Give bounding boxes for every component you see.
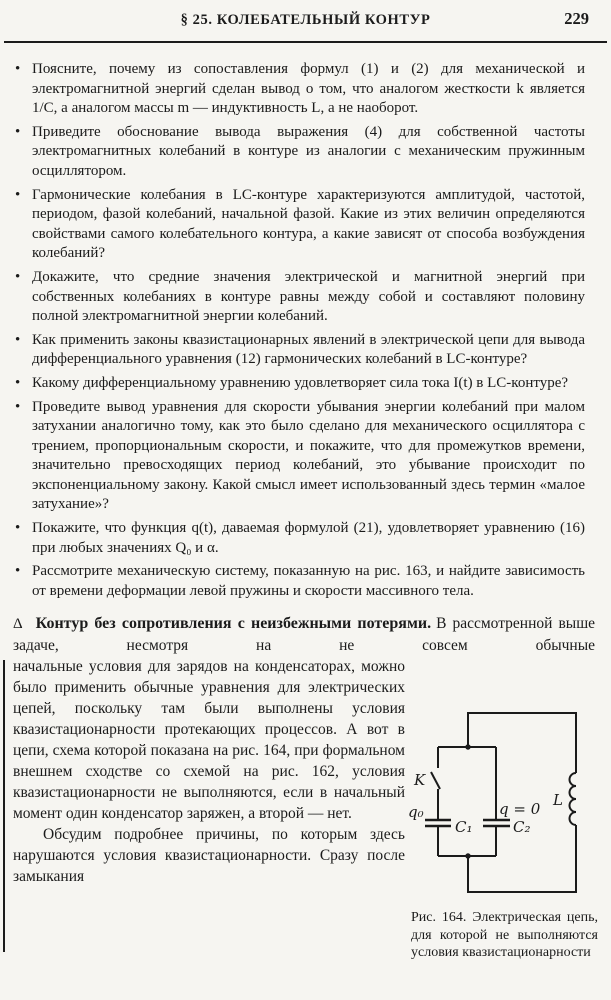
bullet-icon: • <box>15 61 21 77</box>
question-text: Приведите обоснование вывода выражения (4) для собственной частоты электромагнитных колебаний в контуре из аналогии с механическим пружинным осциллятором. <box>32 123 585 179</box>
capacitor-right-label: C₂ <box>513 818 531 836</box>
question-item <box>13 398 585 516</box>
question-item <box>13 60 585 119</box>
bullet-icon: • <box>15 520 21 537</box>
circuit-diagram <box>406 698 603 898</box>
bullet-icon: • <box>15 123 21 140</box>
bullet-icon: • <box>15 563 21 580</box>
question-item <box>13 123 585 182</box>
figure-164 <box>406 698 603 962</box>
inductor-coil-icon <box>570 773 577 825</box>
question-text: Какому дифференциальному уравнению удовлетворяет сила тока I(t) в LC-контуре? <box>32 374 569 391</box>
section-heading: Контур без сопротивления с неизбежными потерями. <box>35 615 432 633</box>
question-text: Рассмотрите механическую систему, показанную на рис. 163, и найдите зависимость от времени деформации левой пружины и скорости массивного тела. <box>32 563 585 599</box>
node-dot-bottom <box>465 853 470 858</box>
bullet-icon: • <box>15 331 21 348</box>
question-item <box>13 268 585 327</box>
question-item <box>13 331 585 370</box>
section-lead-text: В рассмотренной выше задаче, несмотря на не совсем обычные <box>13 615 596 655</box>
section-left-rule <box>3 660 5 952</box>
questions-list <box>13 60 585 601</box>
bullet-icon: • <box>15 268 21 285</box>
question-text: Покажите, что функция q(t), даваемая формулой (21), удовлетворяет уравнению (16) при любых значениях Q₀ и α. <box>32 520 585 556</box>
bullet-icon: • <box>15 398 21 415</box>
capacitor-left-label: C₁ <box>455 818 473 836</box>
section-paragraph-2: Обсудим подробнее причины, по которым здесь нарушаются условия квазистационарности. Сразу после замыкания <box>13 826 405 886</box>
question-item <box>13 562 585 601</box>
question-text: Поясните, почему из сопоставления формул (1) и (2) для механической и электромагнитной энергий сделан вывод о том, что аналогом жесткости k является 1/C, а аналогом массы m — индуктивность L, а не наоборот. <box>32 61 585 117</box>
header-rule <box>4 41 607 43</box>
section-lead-paragraph <box>13 613 595 656</box>
question-text: Докажите, что средние значения электрической и магнитной энергий при собственных колебаниях в контуре равны между собой и составляют половину полной электромагнитной энергии колебаний. <box>32 268 585 325</box>
running-header <box>0 0 611 38</box>
question-item <box>13 519 585 558</box>
bullet-icon: • <box>15 186 21 203</box>
question-text: Проведите вывод уравнения для скорости убывания энергии колебаний при малом затухании аналогично тому, как это было сделано для механического осциллятора с трением, пропорциональным скорости, и покажите, что для промежутков времени, значительно превосходящих период колебаний, это убывание происходит по экспоненциальному закону. Какой смысл имеет использованный здесь термин «малое затухание»? <box>32 398 585 513</box>
inductor-label: L <box>553 791 563 809</box>
section-running-title: § 25. КОЛЕБАТЕЛЬНЫЙ КОНТУР <box>180 12 431 28</box>
charge-right-label: q = 0 <box>499 800 541 818</box>
capacitor-c1-icon <box>425 820 451 826</box>
question-text: Как применить законы квазистационарных явлений в электрической цепи для вывода дифференциального уравнения (12) гармонических колебаний в LC-контуре? <box>32 331 585 368</box>
question-item <box>13 186 585 264</box>
question-text: Гармонические колебания в LC-контуре характеризуются амплитудой, частотой, периодом, фазой колебаний, начальной фазой. Какие из этих величин определяются свойствами самого колебательного контура, а какие зависят от способа возбуждения колебаний? <box>32 186 585 262</box>
switch-icon <box>431 772 440 789</box>
inner-branch-wires <box>438 747 496 856</box>
switch-label: K <box>414 771 426 789</box>
delta-marker: Δ <box>13 616 23 633</box>
node-dot-top <box>465 744 470 749</box>
figure-caption: Рис. 164. Электрическая цепь, для которой не выполняются условия квазистационарности <box>411 910 598 960</box>
question-item <box>13 374 585 394</box>
section-body-text: начальные условия для зарядов на конденсаторах, можно было применить обычные уравнения для электрических цепей, поскольку там были выполнены условия квазистационарности протекающих процессов. А вот в цепи, схема которой показана на рис. 164, при формальном внешнем сходстве со схемой на рис. 162, условия квазистационарности не выполняются, если в начальный момент один конденсатор заряжен, а второй — нет. <box>13 658 405 823</box>
capacitor-c2-icon <box>483 820 510 826</box>
charge-left-label: q₀ <box>408 803 424 821</box>
bullet-icon: • <box>15 374 21 391</box>
page-number: 229 <box>564 9 589 28</box>
